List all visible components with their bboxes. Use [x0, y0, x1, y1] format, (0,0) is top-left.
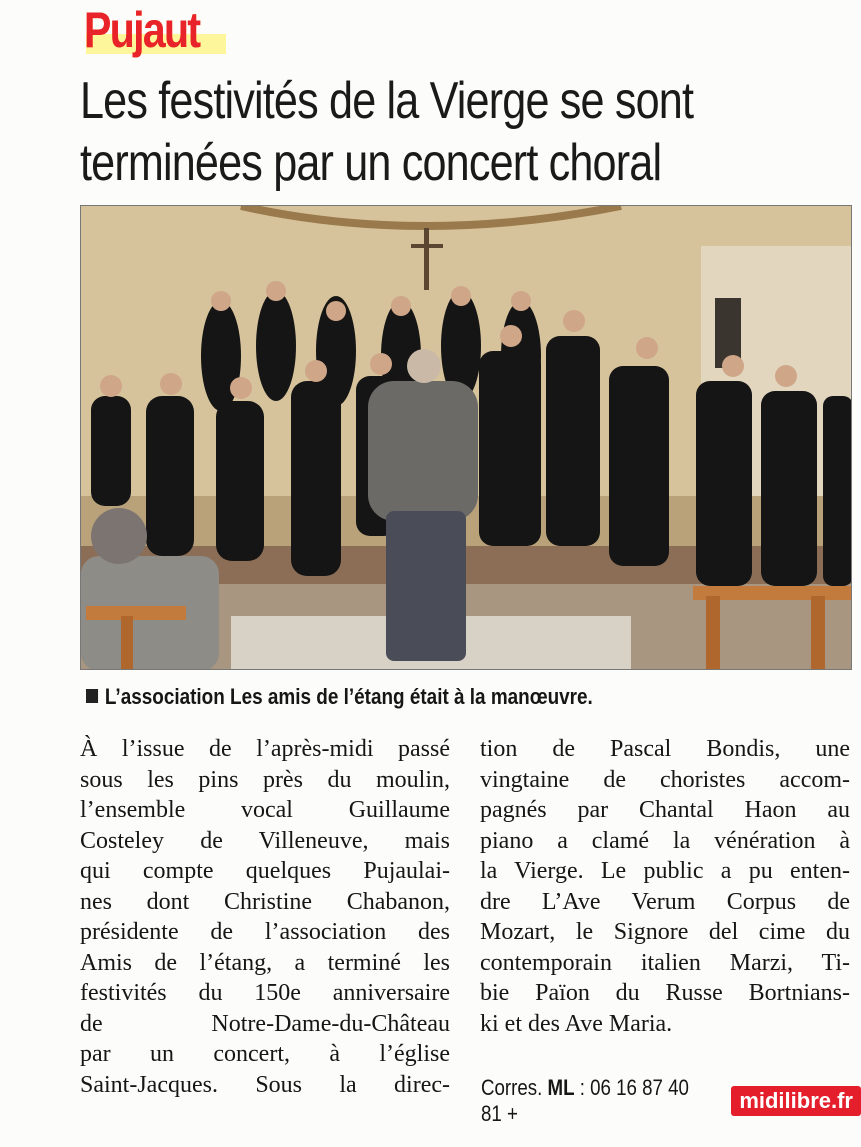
body-line: de Notre-Dame-du-Château	[80, 1010, 450, 1037]
body-line: nes dont Christine Chabanon,	[80, 888, 450, 915]
body-line: festivités du 150e anniversaire	[80, 980, 450, 1006]
caption-text: L’association Les amis de l’étang était à la manœuvre.	[104, 684, 593, 709]
section-kicker: Pujaut	[84, 2, 200, 58]
body-line: Costeley de Villeneuve, mais	[80, 827, 450, 854]
correspondent-footer	[481, 1075, 861, 1126]
body-line: Saint-Jacques. Sous la direc-	[80, 1071, 450, 1098]
body-line: vingtaine de choristes accom-	[480, 766, 850, 793]
headline-line-2: terminées par un concert choral	[80, 134, 662, 192]
body-line: Amis de l’étang, a terminé les	[80, 949, 450, 976]
choir-photo-illustration	[81, 206, 852, 670]
phone-number: : 06 16 87 40 81 +	[481, 1075, 689, 1126]
body-line: par un concert, à l’église	[80, 1041, 450, 1067]
body-line: contemporain italien Marzi, Ti-	[480, 949, 850, 976]
correspondent-contact	[481, 1075, 702, 1127]
body-line: piano a clamé la vénération à	[480, 827, 850, 854]
body-column-right	[480, 734, 850, 1039]
body-line: qui compte quelques Pujaulai-	[80, 858, 450, 884]
body-line: tion de Pascal Bondis, une	[480, 736, 850, 762]
body-line: présidente de l’association des	[80, 919, 450, 945]
body-line: ki et des Ave Maria.	[480, 1010, 673, 1037]
caption-bullet-square	[86, 689, 98, 703]
article-headline	[80, 70, 827, 194]
choir-photo	[80, 205, 852, 670]
body-line: Mozart, le Signore del cime du	[480, 919, 850, 945]
body-line: sous les pins près du moulin,	[80, 766, 450, 793]
body-line: pagnés par Chantal Haon au	[480, 797, 850, 823]
ml-label: ML	[547, 1075, 575, 1100]
body-line: la Vierge. Le public a pu enten-	[480, 858, 850, 884]
body-line: l’ensemble vocal Guillaume	[80, 797, 450, 823]
midilibre-badge: midilibre.fr	[731, 1086, 861, 1116]
body-column-left	[80, 734, 450, 1100]
body-line: À l’issue de l’après-midi passé	[80, 736, 450, 762]
photo-caption	[86, 683, 740, 711]
body-line: dre L’Ave Verum Corpus de	[480, 888, 850, 915]
corres-label: Corres.	[481, 1075, 543, 1100]
body-line: bie Païon du Russe Bortnians-	[480, 980, 850, 1006]
headline-line-1: Les festivités de la Vierge se sont	[80, 72, 694, 130]
